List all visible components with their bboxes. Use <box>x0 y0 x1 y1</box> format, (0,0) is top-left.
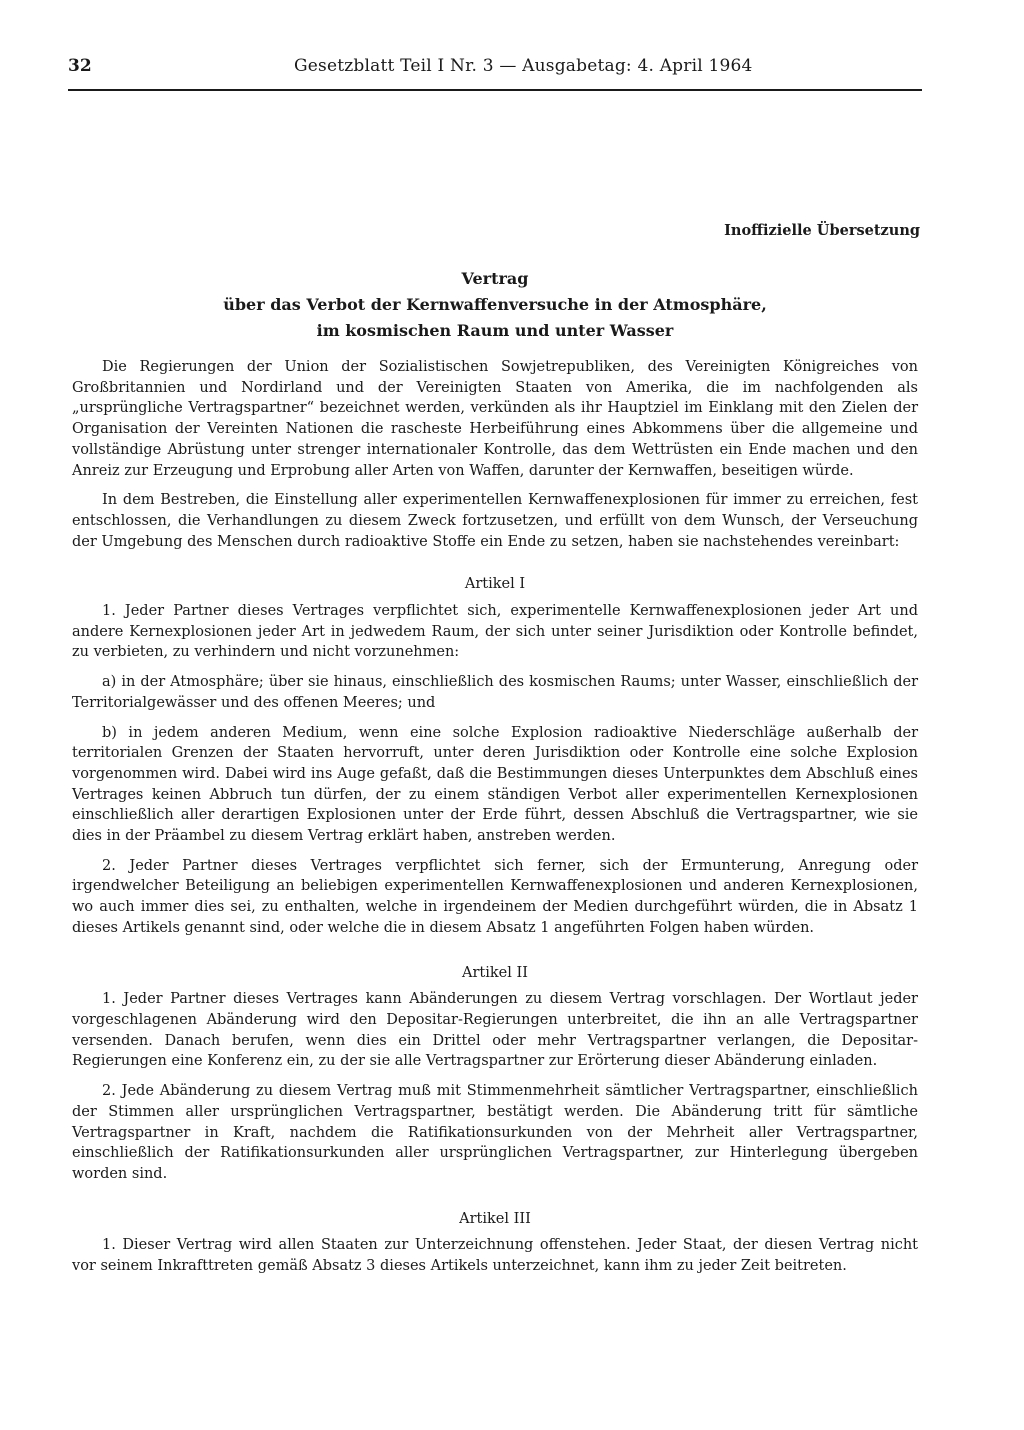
article-3-heading: Artikel III <box>459 1210 531 1227</box>
page-header <box>68 56 922 84</box>
article-2-paragraph: 1. Jeder Partner dieses Vertrages kann Abänderungen zu diesem Vertrag vorschlagen. Der Wortlaut jeder vorgeschlagenen Abänderung wird den Depositar-Regierungen unterbreitet, die ihn an alle Vertragspartner versenden. Danach berufen, wenn dies ein Drittel oder mehr Vertragspartner verlangen, die Depositar-Regierungen eine Konferenz ein, zu der sie alle Vertragspartner zur Erörterung dieser Abänderung einladen. <box>72 991 918 1070</box>
treaty-title <box>68 266 922 344</box>
treaty-title-line-3: im kosmischen Raum und unter Wasser <box>316 321 674 340</box>
preamble-paragraph: In dem Bestreben, die Einstellung aller experimentellen Kernwaffenexplosionen für immer zu erreichen, fest entschlossen, die Verhandlungen zu diesem Zweck fortzusetzen, und erfüllt von dem Wunsch, der Verseuchung der Umgebung des Menschen durch radioaktive Stoffe ein Ende zu setzen, haben sie nachstehendes vereinbart: <box>72 492 918 550</box>
gazette-header-title: Gesetzblatt Teil I Nr. 3 — Ausgabetag: 4. April 1964 <box>294 56 753 76</box>
page-number: 32 <box>68 56 92 76</box>
header-rule <box>68 89 922 91</box>
article-1-paragraph: 2. Jeder Partner dieses Vertrages verpflichtet sich ferner, sich der Ermunterung, Anregung oder irgendwelcher Beteiligung an beliebigen experimentellen Kernwaffenexplosionen und anderen Kernexplosionen, wo auch immer dies sei, zu enthalten, welche in irgendeinem der Medien durchgeführt würden, die in Absatz 1 dieses Artikels genannt sind, oder welche die in diesem Absatz 1 angeführten Folgen haben würden. <box>72 857 918 936</box>
article-3-paragraph: 1. Dieser Vertrag wird allen Staaten zur Unterzeichnung offenstehen. Jeder Staat, der diesen Vertrag nicht vor seinem Inkrafttreten gemäß Absatz 3 dieses Artikels unterzeichnet, kann ihm zu jeder Zeit beitreten. <box>72 1237 918 1275</box>
article-1-paragraph: a) in der Atmosphäre; über sie hinaus, einschließlich des kosmischen Raums; unter Wasser, einschließlich der Territorialgewässer und des offenen Meeres; und <box>72 674 918 711</box>
article-2-heading: Artikel II <box>462 964 528 981</box>
article-2-paragraph: 2. Jede Abänderung zu diesem Vertrag muß mit Stimmenmehrheit sämtlicher Vertragspartner, einschließlich der Stimmen aller ursprünglichen Vertragspartner, bestätigt werden. Die Abänderung tritt für sämtliche Vertragspartner in Kraft, nachdem die Ratifikationsurkunden von der Mehrheit aller Vertragspartner, einschließlich der Ratifikationsurkunden aller ursprünglichen Vertragspartner, zur Hinterlegung übergeben worden sind. <box>72 1083 918 1182</box>
article-1-paragraph: b) in jedem anderen Medium, wenn eine solche Explosion radioaktive Niederschläge außerhalb der territorialen Grenzen der Staaten hervorruft, unter deren Jurisdiktion oder Kontrolle eine solche Explosion vorgenommen wird. Dabei wird ins Auge gefaßt, daß die Bestimmungen dieses Unterpunktes dem Abschluß eines Vertrages keinen Abbruch tun dürfen, der zu einem ständigen Verbot aller experimentellen Kernexplosionen einschließlich aller derartigen Explosionen unter der Erde führt, dessen Abschluß die Vertragspartner, wie sie dies in der Präambel zu diesem Vertrag erklärt haben, anstreben werden. <box>72 724 918 845</box>
treaty-title-line-1: Vertrag <box>461 269 529 288</box>
article-1-heading: Artikel I <box>464 576 526 593</box>
article-1-paragraph: 1. Jeder Partner dieses Vertrages verpflichtet sich, experimentelle Kernwaffenexplosionen jeder Art und andere Kernexplosionen jeder Art in jedwedem Raum, der sich unter seiner Jurisdiktion oder Kontrolle befindet, zu verbieten, zu verhindern und nicht vorzunehmen: <box>72 603 918 661</box>
treaty-body <box>72 357 918 1286</box>
translation-note: Inoffizielle Übersetzung <box>724 222 920 239</box>
treaty-title-line-2: über das Verbot der Kernwaffenversuche in der Atmosphäre, <box>223 295 767 314</box>
preamble-paragraph: Die Regierungen der Union der Sozialistischen Sowjetrepubliken, des Vereinigten Königreiches von Großbritannien und Nordirland und der Vereinigten Staaten von Amerika, die im nachfolgenden als „ursprüngliche Vertragspartner“ bezeichnet werden, verkünden als ihr Hauptziel im Einklang mit den Zielen der Organisation der Vereinten Nationen die rascheste Herbeiführung eines Abkommens über die allgemeine und vollständige Abrüstung unter strenger internationaler Kontrolle, das dem Wettrüsten ein Ende machen und den Anreiz zur Erzeugung und Erprobung aller Arten von Waffen, darunter der Kernwaffen, beseitigen würde. <box>72 359 918 479</box>
